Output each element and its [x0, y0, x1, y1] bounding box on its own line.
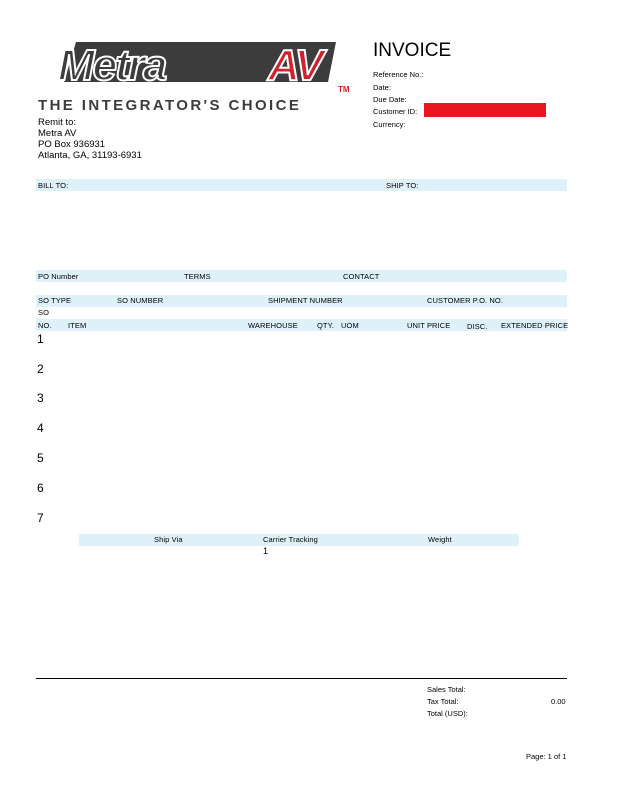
sales-total-label: Sales Total:: [427, 685, 466, 694]
contact-label: CONTACT: [343, 272, 380, 281]
terms-label: TERMS: [184, 272, 211, 281]
customer-id-label: Customer ID:: [373, 107, 418, 116]
shipment-number-label: SHIPMENT NUMBER: [268, 296, 343, 305]
remit-po-box: PO Box 936931: [38, 139, 106, 150]
line-item-number: 5: [37, 451, 44, 465]
so-type-label: SO TYPE: [38, 296, 72, 305]
totals-divider: [36, 678, 567, 679]
customer-po-label: CUSTOMER P.O. NO.: [427, 296, 504, 305]
customer-id-redaction: [424, 103, 546, 117]
so-no-label-line1: SO: [38, 308, 50, 317]
qty-col-header: QTY.: [317, 321, 334, 330]
carrier-tracking-label: Carrier Tracking: [263, 535, 318, 544]
tax-total-label: Tax Total:: [427, 697, 459, 706]
line-item-number: 4: [37, 421, 44, 435]
remit-to-label: Remit to:: [38, 117, 77, 128]
po-number-label: PO Number: [38, 272, 79, 281]
ship-to-label: SHIP TO:: [386, 181, 419, 190]
due-date-label: Due Date:: [373, 95, 407, 104]
line-item-number: 1: [37, 332, 44, 346]
shipping-row-number: 1: [263, 546, 269, 556]
currency-label: Currency:: [373, 120, 406, 129]
invoice-title: INVOICE: [373, 40, 452, 61]
bill-ship-band: [36, 179, 567, 191]
po-band: [36, 270, 567, 282]
weight-label: Weight: [428, 535, 452, 544]
unit-price-col-header: UNIT PRICE: [407, 321, 451, 330]
so-no-label-line2: NO.: [38, 321, 52, 330]
page-number: Page: 1 of 1: [526, 752, 567, 761]
logo-wordmark-av: AV: [268, 41, 322, 90]
line-item-number: 3: [37, 391, 44, 405]
so-number-label: SO NUMBER: [117, 296, 164, 305]
remit-city: Atlanta, GA, 31193-6931: [38, 150, 142, 161]
line-item-number: 7: [37, 511, 44, 525]
logo-tagline: THE INTEGRATOR'S CHOICE: [38, 97, 302, 114]
disc-col-header: DISC.: [467, 322, 488, 331]
company-logo: [36, 38, 356, 116]
ship-via-label: Ship Via: [154, 535, 183, 544]
line-item-number: 6: [37, 481, 44, 495]
date-label: Date:: [373, 83, 391, 92]
remit-company: Metra AV: [38, 128, 77, 139]
logo-trademark: TM: [338, 85, 350, 94]
item-col-header: ITEM: [68, 321, 87, 330]
line-item-number: 2: [37, 362, 44, 376]
warehouse-col-header: WAREHOUSE: [248, 321, 298, 330]
bill-to-label: BILL TO:: [38, 181, 69, 190]
logo-wordmark-metra: Metra: [58, 41, 166, 90]
uom-col-header: UOM: [341, 321, 359, 330]
total-usd-label: Total (USD):: [427, 709, 468, 718]
extended-price-col-header: EXTENDED PRICE: [501, 321, 569, 330]
reference-no-label: Reference No.:: [373, 70, 424, 79]
tax-total-value: 0.00: [551, 697, 566, 706]
